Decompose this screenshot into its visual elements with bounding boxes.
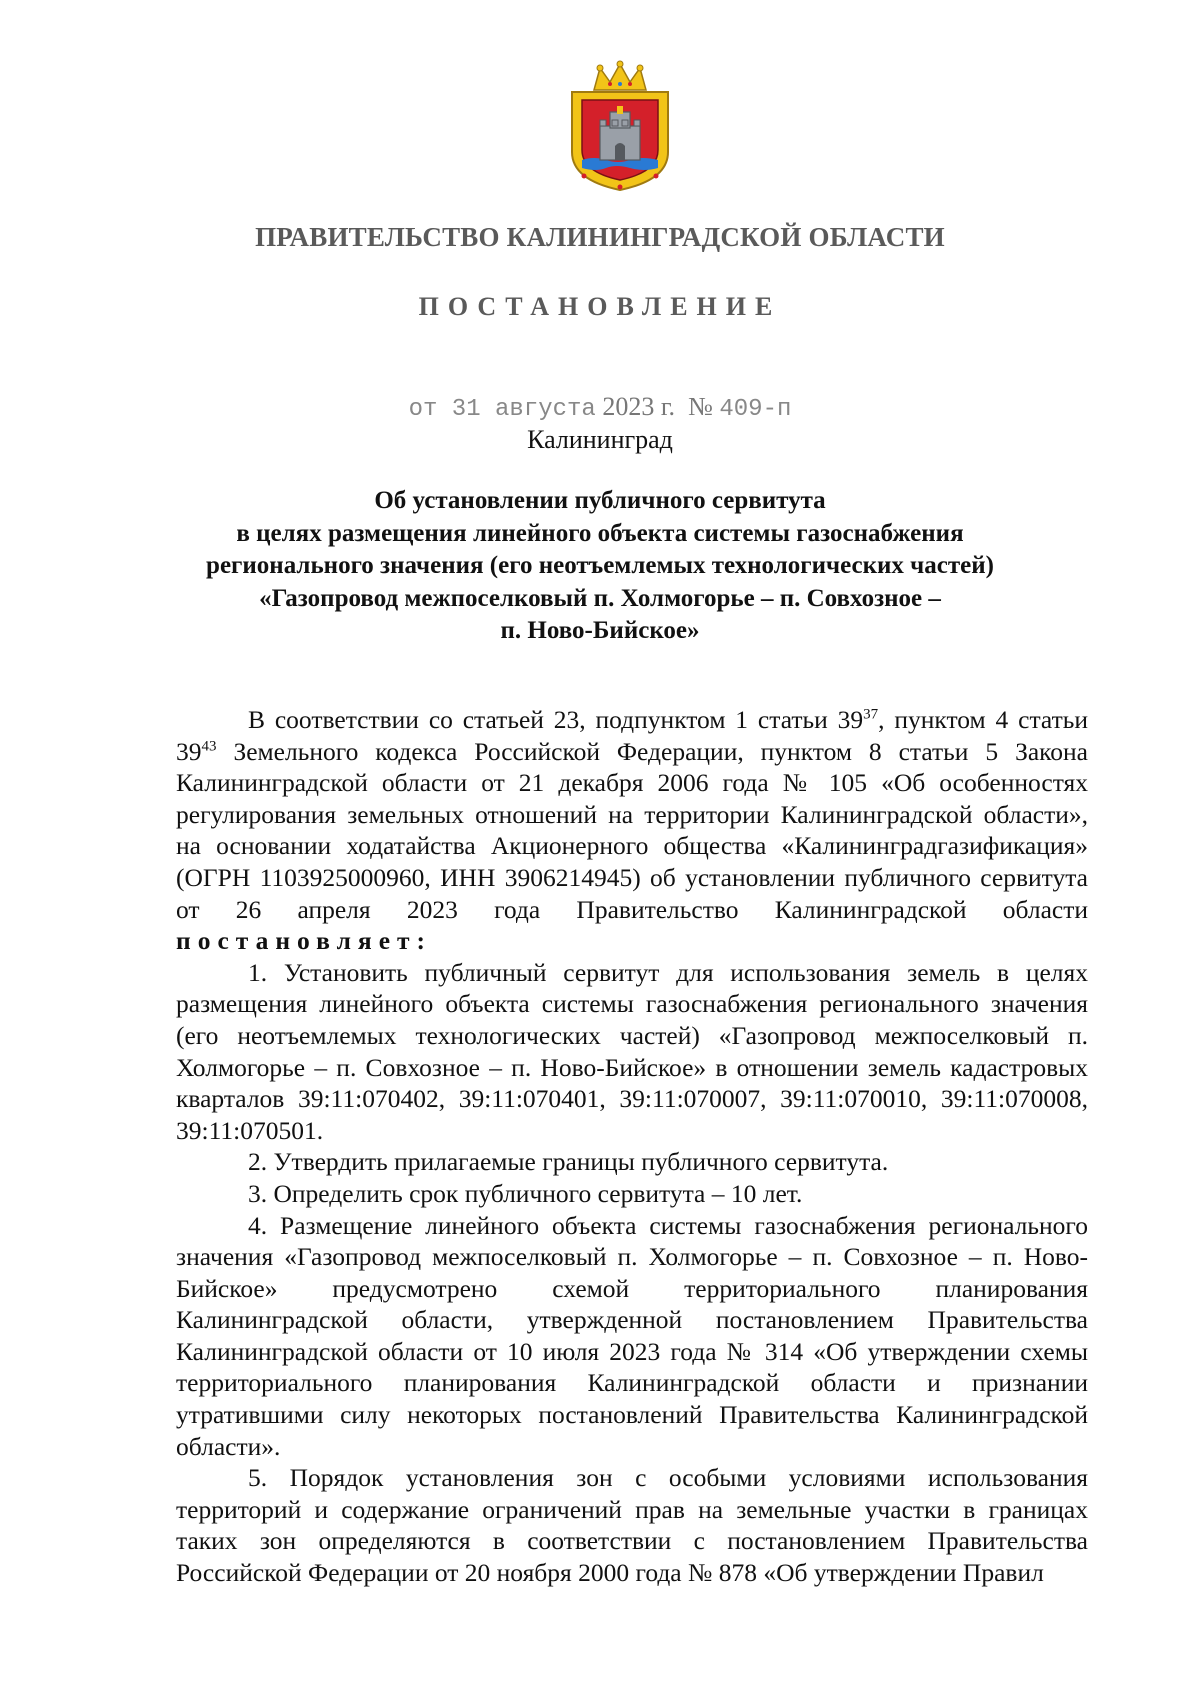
preamble-text: , пунктом 4 статьи 39 [176,705,1089,766]
subject-line: п. Ново-Бийское» [500,617,700,644]
subject-line: в целях размещения линейного объекта системы газоснабжения [236,519,964,547]
subject-line: регионального значения (его неотъемлемых технологических частей) [206,552,994,579]
list-item: 3. Определить срок публичного сервитута – 10 лет. [248,1178,803,1208]
list-item: 2. Утвердить прилагаемые границы публичного сервитута. [248,1147,889,1177]
document-number: 409-п [719,396,792,423]
government-name: ПРАВИТЕЛЬСТВО КАЛИНИНГРАДСКОЙ ОБЛАСТИ [255,222,945,252]
preamble-text: В соответствии со статьей 23, подпунктом 1 статьи 39 [248,705,864,734]
document-subject [0,485,1200,648]
number-sign: № [688,392,713,421]
preamble-text: Земельного кодекса Российской Федерации, пунктом 8 статьи 5 Закона Калининградской области от 21 декабря 2006 года № 105 «Об особенностях регулирования земельных отношений на территории Калининградской области», на основании ходатайства Акционерного общества «Калининградгазификация» (ОГРН 1103925000960, ИНН 3906214945) об установлении публичного сервитута от 26 апреля 2023 года Правительство Калининградской области [176,736,1088,924]
city-name: Калининград [527,425,673,454]
kaliningrad-coat-of-arms-icon [564,60,676,192]
date-number-line [0,392,1200,423]
decree-colon: : [416,926,426,956]
list-item: 1. Установить публичный сервитут для использования земель в целях размещения линейного объекта системы газоснабжения регионального значения (его неотъемлемых технологических частей) «Газопровод межпоселковый п. Холмогорье – п. Совхозное – п. Ново-Бийское» в отношении земель кадастровых кварталов 39:11:070402, 39:11:070401, 39:11:070007, 39:11:070010, 39:11:070008, 39:11:070501. [176,957,1088,1145]
subject-line: Об установлении публичного сервитута [374,487,826,514]
document-body [176,704,1088,1589]
superscript: 37 [863,706,879,723]
list-item: 5. Порядок установления зон с особыми условиями использования территорий и содержание ограничений прав на земельные участки в границах таких зон определяются в соответствии с постановлением Правительства Российской Федерации от 20 ноября 2000 года № 878 «Об утверждении Правил [176,1463,1088,1588]
list-item: 4. Размещение линейного объекта системы газоснабжения регионального значения «Газопровод межпоселковый п. Холмогорье – п. Совхозное – п. Ново-Бийское» предусмотрено схемой территориального планирования Калининградской области, утвержденной постановлением Правительства Калининградской области от 10 июля 2023 года № 314 «Об утверждении схемы территориального планирования Калининградской области и признании утратившими силу некоторых постановлений Правительства Калининградской области». [176,1210,1088,1461]
date-stamp: от 31 августа [408,396,596,423]
document-type: ПОСТАНОВЛЕНИЕ [418,292,782,321]
preamble-paragraph [176,704,1088,957]
decree-word: постановляет [176,926,417,956]
date-year: 2023 г. [602,392,676,421]
subject-line: «Газопровод межпоселковый п. Холмогорье – п. Совхозное – [259,584,941,612]
superscript: 43 [201,738,217,755]
